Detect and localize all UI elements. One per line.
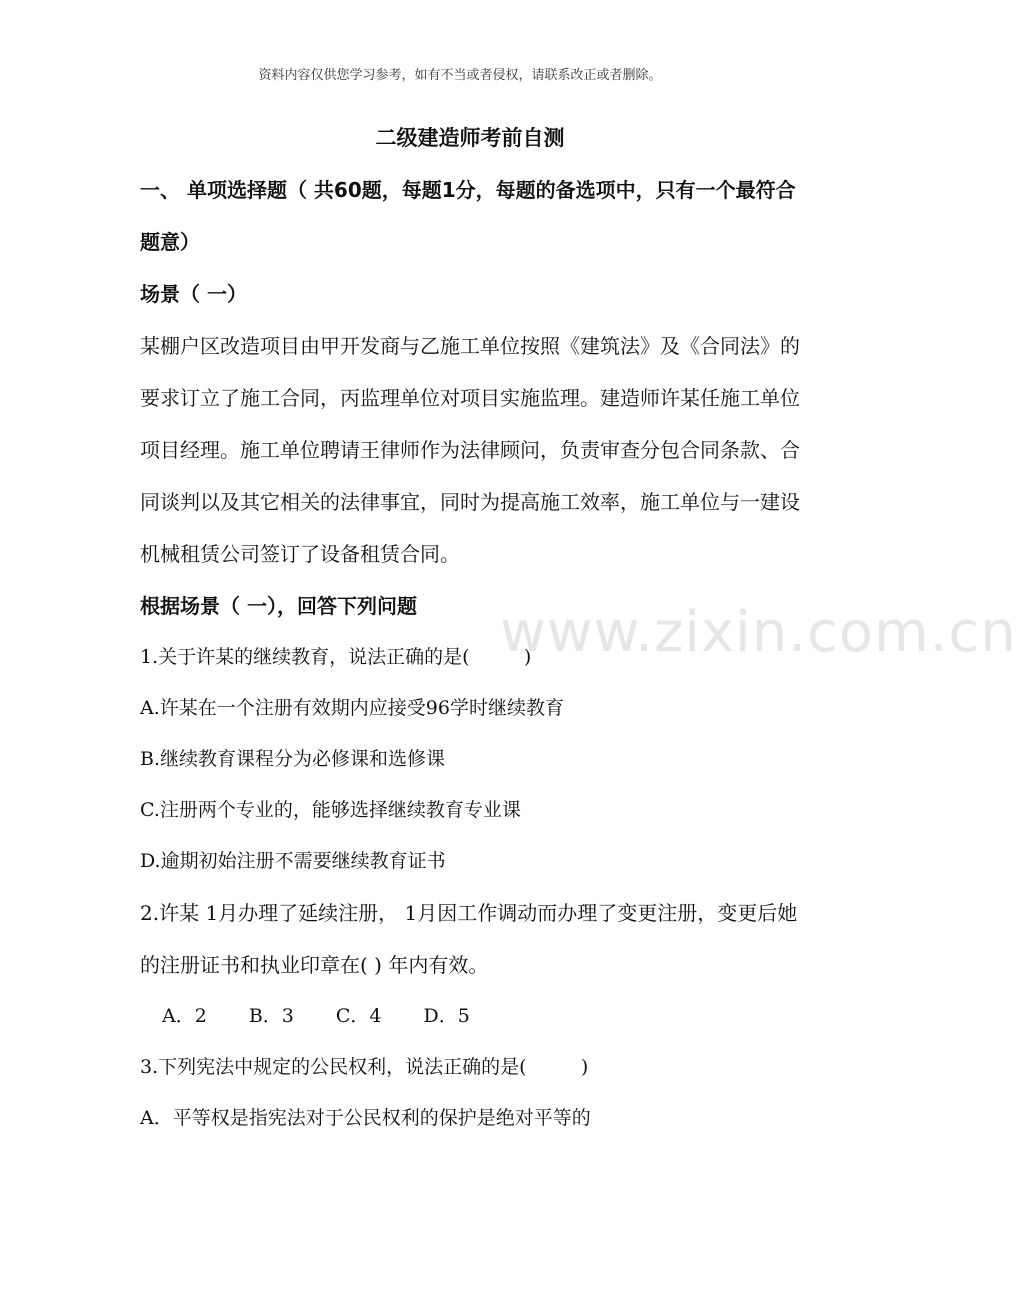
question-2-option-b: B．3	[248, 1005, 294, 1027]
section-heading: 一、 单项选择题（ 共60题，每题1分，每题的备选项中，只有一个最符合题意）	[140, 178, 796, 254]
question-2-option-c: C．4	[335, 1005, 382, 1027]
question-2-option-d: D．5	[423, 1005, 470, 1027]
scene-heading: 场景（ 一）	[140, 282, 247, 306]
header-disclaimer: 资料内容仅供您学习参考，如有不当或者侵权，请联系改正或者删除。	[258, 68, 662, 83]
scene-paragraph: 某棚户区改造项目由甲开发商与乙施工单位按照《建筑法》及《合同法》的要求订立了施工合同，丙监理单位对项目实施监理。建造师许某任施工单位项目经理。施工单位聘请王律师作为法律顾问，负责审查分包合同条款、合同谈判以及其它相关的法律事宜，同时为提高施工效率，施工单位与一建设机械租赁公司签订了设备租赁合同。	[140, 334, 800, 566]
question-1-stem: 1.关于许某的继续教育，说法正确的是( )	[140, 646, 532, 668]
answer-heading: 根据场景（ 一），回答下列问题	[140, 594, 417, 618]
document-body	[140, 112, 800, 1144]
page-title: 二级建造师考前自测	[375, 126, 565, 150]
question-2-stem: 2.许某 1月办理了延续注册， 1月因工作调动而办理了变更注册，变更后她的注册证书和执业印章在( ) 年内有效。	[140, 901, 798, 977]
watermark-text: www.zixin.com.cn	[500, 600, 1017, 665]
question-3-stem: 3.下列宪法中规定的公民权利，说法正确的是( )	[140, 1056, 589, 1078]
question-2-options	[140, 991, 800, 1042]
question-1-option-b: B.继续教育课程分为必修课和选修课	[140, 748, 446, 770]
question-1-option-c: C.注册两个专业的，能够选择继续教育专业课	[140, 799, 521, 821]
question-3-option-a: A．平等权是指宪法对于公民权利的保护是绝对平等的	[140, 1107, 591, 1129]
question-2-option-a: A．2	[162, 1005, 207, 1027]
question-1-option-a: A.许某在一个注册有效期内应接受96学时继续教育	[140, 697, 564, 719]
question-1-option-d: D.逾期初始注册不需要继续教育证书	[140, 850, 446, 872]
